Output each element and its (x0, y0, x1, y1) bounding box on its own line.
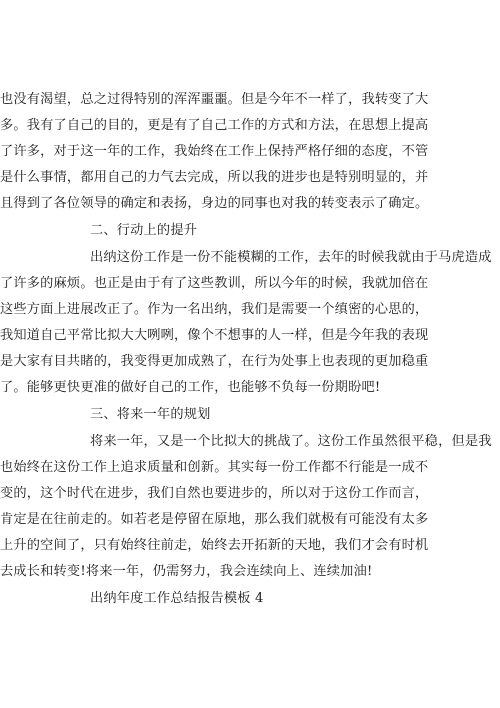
paragraph-line: 这些方面上进展改正了。作为一名出纳，我们是需要一个缜密的心思的， (0, 302, 429, 317)
paragraph-line: 上升的空间了，只有始终往前走，始终去开拓新的天地，我们才会有时机 (0, 538, 429, 553)
paragraph-line: 去成长和转变!将来一年，仍需努力，我会连续向上、连续加油! (0, 564, 373, 579)
paragraph-line: 是什么事情，都用自己的力气去完成，所以我的进步也是特别明显的，并 (0, 170, 429, 185)
paragraph-line: 了。能够更快更准的做好自己的工作，也能够不负每一份期盼吧! (0, 380, 381, 395)
paragraph-line: 变的，这个时代在进步，我们自然也要进步的，所以对于这份工作而言， (0, 486, 429, 501)
paragraph-line: 出纳这份工作是一份不能模糊的工作，去年的时候我就由于马虎造成 (90, 250, 492, 265)
paragraph-line: 且得到了各位领导的确定和表扬，身边的同事也对我的转变表示了确定。 (0, 196, 429, 211)
paragraph-line: 多。我有了自己的目的，更是有了自己工作的方式和方法，在思想上提高 (0, 118, 429, 133)
section-heading: 二、行动上的提升 (90, 223, 198, 238)
paragraph-line: 也没有渴望，总之过得特别的浑浑噩噩。但是今年不一样了，我转变了大 (0, 92, 429, 107)
paragraph-line: 是大家有目共睹的，我变得更加成熟了，在行为处事上也表现的更加稳重 (0, 354, 429, 369)
document-heading: 出纳年度工作总结报告模板 4 (90, 591, 264, 606)
paragraph-line: 也始终在这份工作上追求质量和创新。其实每一份工作都不行能是一成不 (0, 460, 429, 475)
paragraph-line: 了许多的麻烦。也正是由于有了这些教训，所以今年的时候，我就加倍在 (0, 276, 429, 291)
paragraph-line: 了许多，对于这一年的工作，我始终在工作上保持严格仔细的态度，不管 (0, 144, 429, 159)
paragraph-line: 肯定是在往前走的。如若老是停留在原地，那么我们就极有可能没有太多 (0, 512, 429, 527)
paragraph-line: 将来一年，又是一个比拟大的挑战了。这份工作虽然很平稳，但是我 (90, 434, 492, 449)
paragraph-line: 我知道自己平常比拟大大咧咧，像个不想事的人一样，但是今年我的表现 (0, 328, 429, 343)
section-heading: 三、将来一年的规划 (90, 407, 211, 422)
